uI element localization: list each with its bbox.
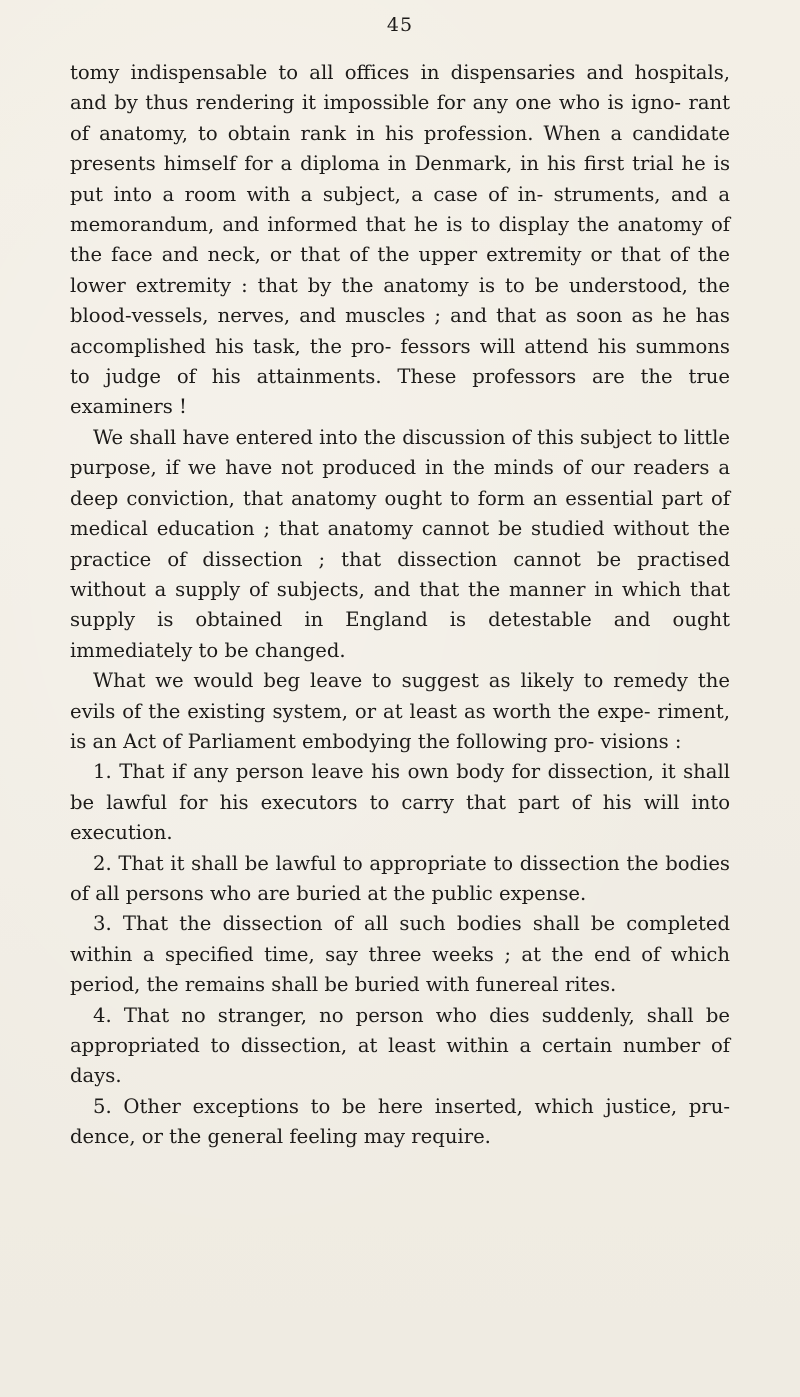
body-text	[70, 58, 730, 1153]
paragraph-continuation: tomy indispensable to all offices in dispensaries and hospitals, and by thus rendering it impossible for any one who is igno- rant of anatomy, to obtain rank in his profession. When a candidate presents himself for a diploma in Denmark, in his first trial he is put into a room with a subject, a case of in- struments, and a memorandum, and informed that he is to display the anatomy of the face and neck, or that of the upper extremity or that of the lower extremity : that by the anatomy is to be understood, the blood-vessels, nerves, and muscles ; and that as soon as he has accomplished his task, the pro- fessors will attend his summons to judge of his attainments. These professors are the true examiners !	[70, 61, 730, 419]
provision-4: 4. That no stranger, no person who dies suddenly, shall be appropriated to dissection, at least within a certain number of days.	[70, 1003, 730, 1088]
page-number: 45	[386, 14, 414, 36]
paragraph-conviction: We shall have entered into the discussion of this subject to little purpose, if we have not produced in the minds of our readers a deep conviction, that anatomy ought to form an essential part of medical education ; that anatomy cannot be studied without the practice of dissection ; that dissection cannot be practised without a supply of subjects, and that the manner in which that supply is obtained in England is detestable and ought immediately to be changed.	[70, 425, 730, 662]
provision-2: 2. That it shall be lawful to appropriate to dissection the bodies of all persons who are buried at the public expense.	[70, 851, 730, 905]
provision-3: 3. That the dissection of all such bodies shall be completed within a specified time, say three weeks ; at the end of which period, the remains shall be buried with funereal rites.	[70, 912, 730, 997]
provision-1: 1. That if any person leave his own body for dissection, it shall be lawful for his executors to carry that part of his will into execution.	[70, 760, 730, 845]
paragraph-proposal: What we would beg leave to suggest as likely to remedy the evils of the existing system, or at least as worth the expe- riment, is an Act of Parliament embodying the following pro- visions :	[70, 669, 730, 753]
provision-5: 5. Other exceptions to be here inserted, which justice, pru- dence, or the general feeling may require.	[70, 1094, 730, 1149]
